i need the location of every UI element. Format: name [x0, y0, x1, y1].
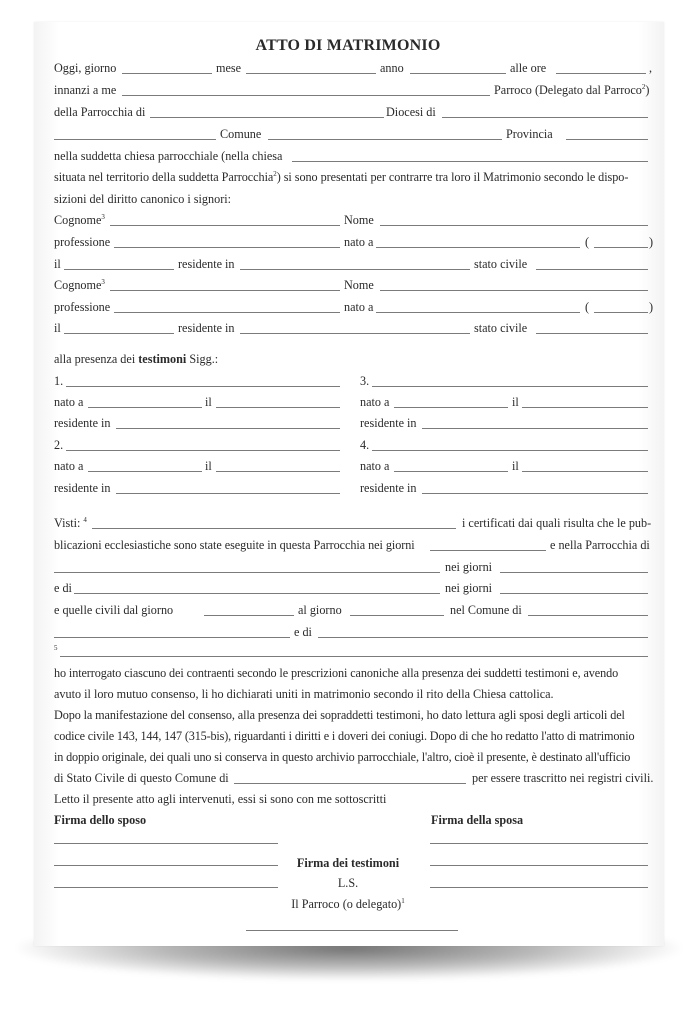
witness1-number: 1. — [54, 374, 64, 388]
visti-field[interactable] — [92, 528, 456, 529]
firma-parroco-field[interactable] — [246, 930, 458, 931]
firma-sposa-field[interactable] — [430, 843, 648, 844]
visti-giorni3-field[interactable] — [500, 593, 648, 594]
visti-giorni-field[interactable] — [430, 550, 546, 551]
spouse2-cognome-label: Cognome$^3$ — [54, 277, 105, 292]
witness1-residente-label: residente in — [54, 416, 111, 430]
visti-e-di-label-2: e di — [294, 625, 312, 639]
mese-field[interactable] — [246, 73, 376, 74]
witness1-il-field[interactable] — [216, 407, 340, 408]
visti-dal-giorno-field[interactable] — [204, 615, 294, 616]
witness2-nato-label: nato a — [54, 459, 84, 473]
anno-field[interactable] — [410, 73, 506, 74]
firma-testimone1-field[interactable] — [54, 865, 278, 866]
firma-testimoni-label: Firma dei testimoni — [296, 856, 400, 870]
visti-label: Visti: $^4$ — [54, 515, 87, 530]
witness1-il-label: il — [205, 395, 212, 409]
witness1-nato-field[interactable] — [88, 407, 202, 408]
body-p2-line4b: per essere trascritto nei registri civili. — [472, 771, 654, 785]
body-p2-line3: in doppio originale, dei quali uno si conserva in questo archivio parrocchiale, l'altro, cioè il presente, è destinato all'ufficio — [54, 750, 631, 764]
witness3-nato-label: nato a — [360, 395, 390, 409]
diocesi-label: Diocesi di — [386, 105, 436, 119]
spouse1-professione-label: professione — [54, 235, 111, 249]
parrocchia-field[interactable] — [150, 117, 384, 118]
provincia-label: Provincia — [506, 127, 553, 141]
witness2-residente-field[interactable] — [116, 493, 340, 494]
situata-text: situata nel territorio della suddetta Parrocchia$^2$) si sono presentati per contrarre tra loro il Matrimonio secondo le dispo- — [54, 169, 629, 184]
visti-nel-comune-label: nel Comune di — [450, 603, 522, 617]
parrocchia-di-label: della Parrocchia di — [54, 105, 146, 119]
spouse1-nato-field[interactable] — [376, 247, 580, 248]
body-p1-line2: avuto il loro mutuo consenso, li ho dichiarati uniti in matrimonio secondo il rito della Chiesa cattolica. — [54, 687, 554, 701]
comune-pre-field[interactable] — [54, 139, 216, 140]
spouse1-paren-open: ( — [585, 235, 590, 249]
spouse1-residente-field[interactable] — [240, 269, 470, 270]
firma-sposo-field[interactable] — [54, 843, 278, 844]
witness4-number: 4. — [360, 438, 370, 452]
witness4-il-label: il — [512, 459, 519, 473]
page-shadow — [18, 940, 680, 980]
spouse1-il-field[interactable] — [64, 269, 174, 270]
spouse1-prov-field[interactable] — [594, 247, 648, 248]
visti-pubblicazioni-text: blicazioni ecclesiastiche sono state eseguite in questa Parrocchia nei giorni — [54, 538, 415, 552]
visti-al-giorno-field[interactable] — [350, 615, 444, 616]
firma-sposa-label: Firma della sposa — [431, 813, 524, 827]
witness3-il-field[interactable] — [522, 407, 648, 408]
visti-e-di-label: e di — [54, 581, 72, 595]
spouse1-il-label: il — [54, 257, 61, 271]
diocesi-field[interactable] — [442, 117, 648, 118]
spouse1-nome-field[interactable] — [380, 225, 648, 226]
giorno-field[interactable] — [122, 73, 212, 74]
witness2-number: 2. — [54, 438, 64, 452]
alle-ore-label: alle ore — [510, 61, 547, 75]
visti-comune3-field[interactable] — [318, 637, 648, 638]
witness3-nato-field[interactable] — [394, 407, 508, 408]
sizioni-text: sizioni del diritto canonico i signori: — [54, 192, 232, 206]
witness2-name-field[interactable] — [66, 450, 340, 451]
body-p1-line1: ho interrogato ciascuno dei contraenti secondo le prescrizioni canoniche alla presenza dei suddetti testimoni e, avendo — [54, 666, 619, 680]
witness1-name-field[interactable] — [66, 386, 340, 387]
witness3-il-label: il — [512, 395, 519, 409]
witness4-nato-label: nato a — [360, 459, 390, 473]
spouse2-paren-close: ) — [649, 300, 654, 314]
chiesa-field[interactable] — [292, 161, 648, 162]
comune-label: Comune — [220, 127, 262, 141]
footnote-5-field[interactable] — [60, 656, 648, 657]
spouse2-nato-label: nato a — [344, 300, 374, 314]
oggi-giorno-label: Oggi, giorno — [54, 61, 117, 75]
spouse1-paren-close: ) — [649, 235, 654, 249]
spouse2-il-label: il — [54, 321, 61, 335]
witness3-residente-label: residente in — [360, 416, 417, 430]
visti-nei-giorni-label-1: nei giorni — [445, 560, 493, 574]
spouse1-stato-field[interactable] — [536, 269, 648, 270]
spouse2-professione-field[interactable] — [114, 312, 340, 313]
spouse2-professione-label: professione — [54, 300, 111, 314]
spouse2-prov-field[interactable] — [594, 312, 648, 313]
spouse2-residente-field[interactable] — [240, 333, 470, 334]
spouse1-cognome-field[interactable] — [110, 225, 340, 226]
witness3-name-field[interactable] — [372, 386, 648, 387]
witness3-number: 3. — [360, 374, 370, 388]
visti-parrocchia3-field[interactable] — [74, 593, 440, 594]
visti-parrocchia2-field[interactable] — [54, 572, 440, 573]
witness4-name-field[interactable] — [372, 450, 648, 451]
spouse2-il-field[interactable] — [64, 333, 174, 334]
mese-label: mese — [216, 61, 242, 75]
witness4-nato-field[interactable] — [394, 471, 508, 472]
visti-certificati-text: i certificati dai quali risulta che le pub- — [462, 516, 652, 530]
parroco-label: Parroco (Delegato dal Parroco$^2$) — [494, 82, 650, 97]
visti-al-giorno-label: al giorno — [298, 603, 342, 617]
ore-field[interactable] — [556, 73, 646, 74]
visti-nella-parrocchia-label: e nella Parrocchia di — [550, 538, 650, 552]
stato-civile-comune-field[interactable] — [234, 783, 466, 784]
innanzi-label: innanzi a me — [54, 83, 117, 97]
body-p2-line2: codice civile 143, 144, 147 (315-bis), riguardanti i diritti e i doveri dei coniugi. Dopo di che ho redatto l'atto di matrimonio — [54, 729, 635, 743]
spouse2-cognome-field[interactable] — [110, 290, 340, 291]
spouse1-nato-label: nato a — [344, 235, 374, 249]
innanzi-field[interactable] — [122, 95, 490, 96]
witness2-nato-field[interactable] — [88, 471, 202, 472]
spouse2-nato-field[interactable] — [376, 312, 580, 313]
body-p2-line1: Dopo la manifestazione del consenso, alla presenza dei sopraddetti testimoni, ho dato lettura agli sposi degli articoli del — [54, 708, 625, 722]
body-p3: Letto il presente atto agli intervenuti, essi si sono con me sottoscritti — [54, 792, 387, 806]
witness4-il-field[interactable] — [522, 471, 648, 472]
witness4-residente-field[interactable] — [422, 493, 648, 494]
visti-comune-field[interactable] — [528, 615, 648, 616]
spouse1-professione-field[interactable] — [114, 247, 340, 248]
witness3-residente-field[interactable] — [422, 428, 648, 429]
visti-comune2-field[interactable] — [54, 637, 290, 638]
parroco-firma-label: Il Parroco (o delegato)$^1$ — [291, 896, 405, 911]
witness2-il-field[interactable] — [216, 471, 340, 472]
comune-field[interactable] — [268, 139, 502, 140]
witness2-residente-label: residente in — [54, 481, 111, 495]
spouse1-nome-label: Nome — [344, 213, 374, 227]
spouse2-stato-field[interactable] — [536, 333, 648, 334]
spouse1-cognome-label: Cognome$^3$ — [54, 212, 105, 227]
witness1-residente-field[interactable] — [116, 428, 340, 429]
spouse2-nome-field[interactable] — [380, 290, 648, 291]
firma-sposo-label: Firma dello sposo — [54, 813, 147, 827]
witness2-il-label: il — [205, 459, 212, 473]
witness1-nato-label: nato a — [54, 395, 84, 409]
firma-testimone4-field[interactable] — [430, 887, 648, 888]
anno-label: anno — [380, 61, 404, 75]
provincia-field[interactable] — [566, 139, 648, 140]
firma-testimone2-field[interactable] — [54, 887, 278, 888]
spouse1-stato-label: stato civile — [474, 257, 528, 271]
visti-nei-giorni-label-2: nei giorni — [445, 581, 493, 595]
locus-sigilli: L.S. — [337, 876, 359, 890]
spouse2-stato-label: stato civile — [474, 321, 528, 335]
document-title: ATTO DI MATRIMONIO — [255, 37, 441, 54]
spouse2-paren-open: ( — [585, 300, 590, 314]
firma-testimone3-field[interactable] — [430, 865, 648, 866]
spouse2-nome-label: Nome — [344, 278, 374, 292]
spouse2-residente-label: residente in — [178, 321, 235, 335]
spouse1-residente-label: residente in — [178, 257, 235, 271]
footnote-5-marker: 5 — [54, 644, 58, 652]
visti-giorni2-field[interactable] — [500, 572, 648, 573]
chiesa-label: nella suddetta chiesa parrocchiale (nella chiesa — [54, 149, 283, 163]
visti-civili-label: e quelle civili dal giorno — [54, 603, 174, 617]
witnesses-intro: alla presenza dei testimoni Sigg.: — [54, 352, 219, 366]
comma: , — [649, 61, 653, 75]
body-p2-line4a: di Stato Civile di questo Comune di — [54, 771, 229, 785]
witness4-residente-label: residente in — [360, 481, 417, 495]
